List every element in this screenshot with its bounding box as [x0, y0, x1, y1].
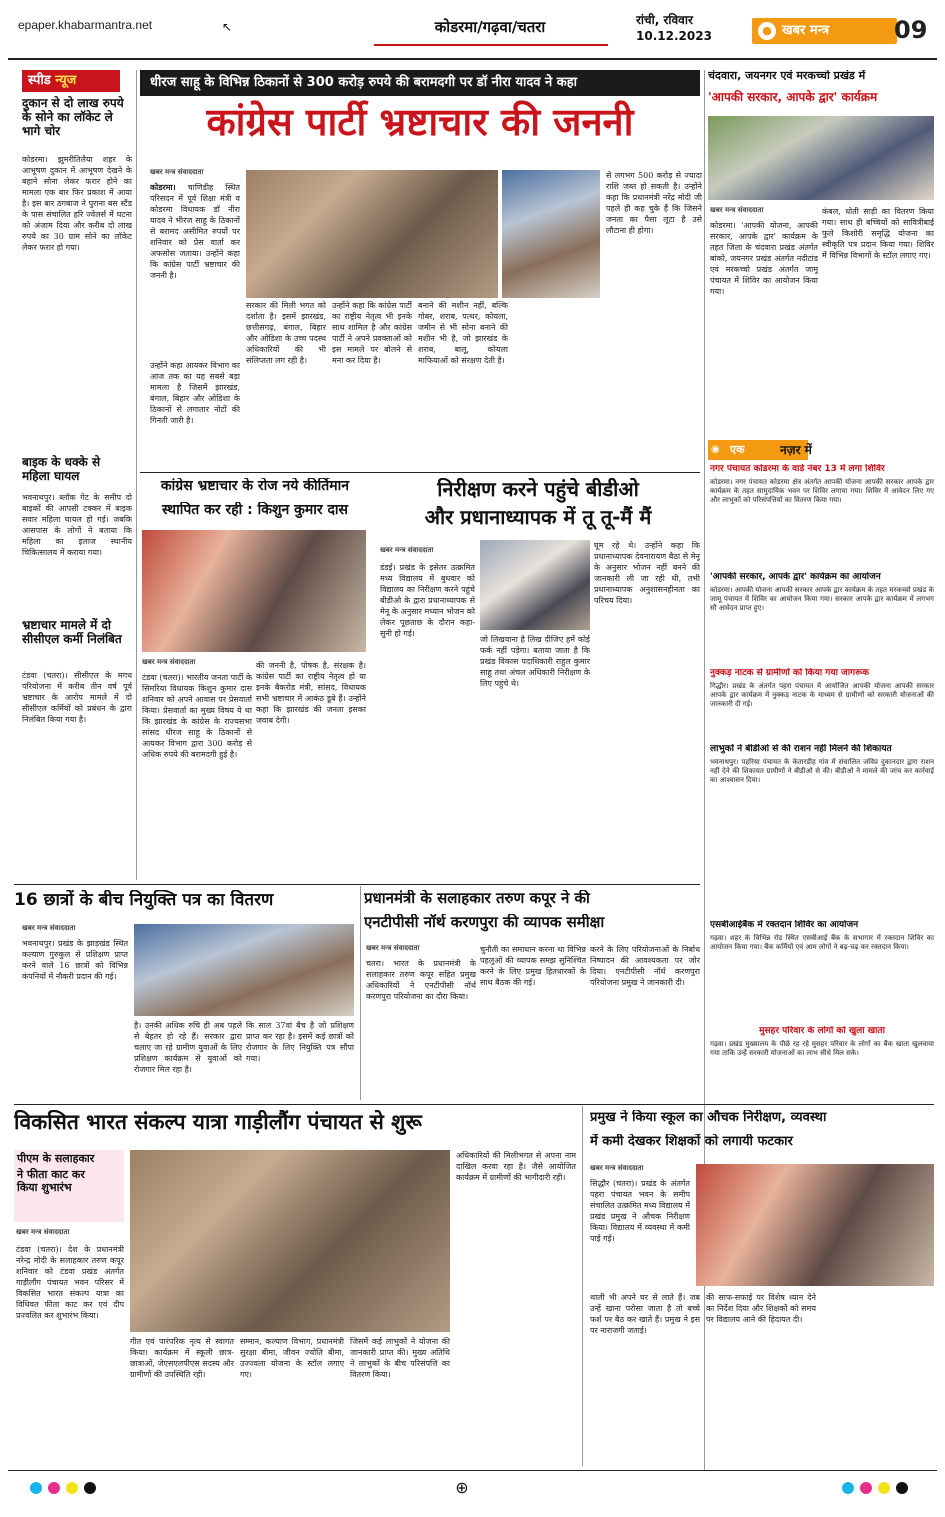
school-headline-line2: में कमी देखकर शिक्षकों को लगायी फटकार: [590, 1134, 793, 1149]
lead-photo-portrait: [502, 170, 600, 298]
registration-dot-yellow-right: [878, 1482, 890, 1494]
congress-photo: [142, 530, 366, 652]
lead-col-3: सरकार की मिली भगत को दर्शाता है। इसमें झारखंड, छत्तीसगढ़, बंगाल, बिहार और ओडिशा के उच्च पदस्थ अधिकारियों की भी संलिप्तता लग रही है।: [246, 301, 326, 365]
column-divider-bottom: [582, 1106, 583, 1466]
nazar-item-3-body: गिद्धौर। प्रखंड के अंतर्गत पहरा पंचायत में आयोजित आपकी योजना आपकी सरकार आपके द्वार कार्यक्रम में नुक्कड़ नाटक के माध्यम से ग्रामीणों को सरकारी योजनाओं की जानकारी दी गई।: [710, 682, 934, 708]
speed-item-1-title: दुकान से दो लाख रुपये के सोने का लॉकेट ले भागे चोर: [22, 96, 124, 139]
viksit-col-5: अधिकारियों की मिलीभगत से अपना नाम दाखिल करवा रहा है। जैसे आयोजित कार्यक्रम में ग्रामीणों की भागीदारी रही।: [456, 1151, 576, 1182]
congress-byline: खबर मन्त्र संवाददाता: [142, 658, 196, 666]
lead-headline: कांग्रेस पार्टी भ्रष्टाचार की जननी: [206, 100, 634, 144]
registration-dot-cyan: [30, 1482, 42, 1494]
school-col-3: की साफ-सफाई पर विशेष ध्यान देने का निर्देश दिया और शिक्षकों को समय पर विद्यालय आने की हिदायत दी।: [706, 1293, 816, 1324]
congress-headline-line2: स्थापित कर रही : किशुन कुमार दास: [161, 502, 349, 518]
viksit-col-3: सम्मान, कल्याण विभाग, प्रधानमंत्री सुरक्षा बीमा, जीवन ज्योति बीमा, उज्ज्वला योजना के स्टॉल लगाए गए।: [240, 1337, 344, 1379]
nazar-item-1-title: नगर पंचायत कोडरमा के वार्ड नंबर 13 में लगा शिविर: [710, 464, 885, 474]
ntpc-headline-line1: प्रधानमंत्री के सलाहकार तरुण कपूर ने की: [364, 890, 590, 907]
nazar-item-1-body: कोडरमा। नगर पंचायत कोडरमा क्षेत्र अंतर्गत आपकी योजना आपकी सरकार आपके द्वार कार्यक्रम के तहत सामुदायिक भवन पर शिविर लगाया गया। शिविर में आवेदन लिए गए और लाभुकों को परिसंपत्तियों का वितरण किया गया।: [710, 478, 934, 504]
nazar-item-2-body: कोडरमा। आपकी योजना आपकी सरकार आपके द्वार कार्यक्रम के तहत मरकच्चो प्रखंड के जामू पंचायत में शिविर का आयोजन किया गया। सरकार आपके द्वार कार्यक्रम में लगभग सौ आवेदन प्राप्त हुए।: [710, 586, 934, 612]
congress-col-1: टंडवा (चतरा)। भारतीय जनता पार्टी के सिमरिया विधायक किशुन कुमार दास शनिवार को अपने आवास पर प्रेसवार्ता किया। प्रेसवार्ता का मुख्य विषय ये था कि झारखंड के कांग्रेस के राज्यसभा सांसद धीरज साहू के ठिकानों से आयकर विभाग द्वारा 300 करोड़ से अधिक रुपये की बरामदगी हुई है।: [142, 673, 252, 759]
letters-col-1: भवनाथपुर। प्रखंड के झाड़खंड स्थित कल्याण गुरुकुल से प्रशिक्षण प्राप्त करने वाले 16 छात्रों को विभिन्न कंपनियों में नौकरी प्रदान की गई।: [22, 939, 128, 981]
viksit-col-2: गीत एवं पारंपरिक नृत्य से स्वागत किया। कार्यक्रम में स्कूली छात्र-छात्राओं, जेएसएलपीएस सदस्य और ग्रामीणों की उपस्थिति रही।: [130, 1337, 234, 1379]
nazar-item-6-title: मुसहर परिवार के लोगों को खुला खाता: [759, 1026, 885, 1036]
header-bottom-rule: [8, 58, 937, 60]
bdo-col-1: डंडई। प्रखंड के इसेतर उत्क्रमित मध्य विद्यालय में बुधवार को विद्यालय का निरीक्षण करने पहुंचे बीडीओ के द्वारा प्रधानाध्यापक से मेनू के अनुसार मध्यान भोजन को लेकर पूछताछ के दौरान कहा-सुनी हो गई।: [380, 563, 475, 638]
nazar-tag-label: नज़र में: [780, 443, 812, 457]
registration-dot-cyan-right: [842, 1482, 854, 1494]
school-col-1: सिद्धौर (चतरा)। प्रखंड के अंतर्गत पहरा पंचायत भवन के समीप संचालित उत्क्रमित मध्य विद्यालय में प्रखंड प्रमुख ने औचक निरीक्षण किया। विद्यालय में व्यवस्था में कमी पाई गई।: [590, 1179, 690, 1243]
right-top-headline-line2: 'आपकी सरकार, आपके द्वार' कार्यक्रम: [708, 90, 878, 104]
registration-crosshair-icon: ⊕: [455, 1478, 469, 1497]
lead-kicker-strip: धीरज साहू के विभिन्न ठिकानों से 300 करोड़ रुपये की बरामदगी पर डॉ नीरा यादव ने कहा: [140, 70, 700, 96]
mid-rule-1: [140, 472, 700, 473]
bdo-headline-line1: निरीक्षण करने पहुंचे बीडीओ: [437, 478, 639, 501]
viksit-col-4: जिसमें कई लाभुकों ने योजना की जानकारी प्राप्त की। मुख्य अतिथि ने लाभुकों के बीच परिसंपत्ति का वितरण किया।: [350, 1337, 450, 1379]
nazar-item-4-body: भवनाथपुर। पहरिया पंचायत के केतारडीह गांव में संचालित जविप्र दुकानदार द्वारा राशन नहीं देने की शिकायत ग्रामीणों ने बीडीओ से की। बीडीओ ने मामले की जांच कर कार्रवाई का आश्वासन दिया।: [710, 758, 934, 784]
lead-col-6: से लगभग 500 करोड़ से ज्यादा राशि जब्त हो सकती है। उन्होंने कहा कि प्रधानमंत्री नरेंद्र मोदी जी पहले ही कह चुके हैं कि जिसने जनता का पैसा लूटा है उसे लौटाना ही होगा।: [606, 171, 702, 235]
viksit-sub-line1: पीएम के सलाहकार: [17, 1152, 95, 1165]
lead-col-1-text: चाणिडीह स्थित परिसदन में पूर्व शिक्षा मंत्री व कोडरमा विधायक डॉ नीरा यादव ने भीरज साहू के ठिकानों से बरामद असीमित रुपयों पर शनिवार को प्रेस वार्ता कर अफसोस जताया। उन्होंने कहा कि कांग्रेस पार्टी भ्रष्टाचार की जननी है।: [150, 183, 240, 280]
column-divider-mid: [360, 886, 361, 1100]
column-divider-left: [136, 70, 137, 880]
speed-tag-word2: न्यूज: [55, 73, 77, 88]
nazar-item-5-body: गढ़वा। शहर के विभिन्न रोड स्थित एसबीआई बैंक के सभागार में रक्तदान शिविर का आयोजन किया गया। बैंक कर्मियों एवं आम लोगों ने बढ़-चढ़ कर रक्तदान किया।: [710, 934, 934, 951]
lead-col-5: बनाने की मशीन नहीं, बल्कि गोबर, शराब, पत्थर, कोयला, जमीन से भी सोना बनाने की मशीन भी है, जो झारखंड के शराब, बालू, कोयला माफियाओं को संरक्षण देती है।: [418, 301, 508, 365]
school-byline: खबर मन्त्र संवाददाता: [590, 1164, 644, 1172]
header-rule: [374, 44, 608, 46]
ntpc-byline: खबर मन्त्र संवाददाता: [366, 944, 420, 952]
bdo-photo: [480, 540, 590, 630]
viksit-photo: [130, 1150, 450, 1332]
speed-news-tag: [22, 70, 120, 92]
ntpc-col-2: चुनौती का समाधान करना था विभिन्न पहलुओं की व्यापक समझ सुनिश्चित करने के लिए प्रमुख हितधारकों के साथ बैठक की गई।: [480, 945, 586, 987]
viksit-byline: खबर मन्त्र संवाददाता: [16, 1228, 70, 1236]
speed-tag-word1: स्पीड: [28, 73, 51, 88]
lead-col-2: उन्होंने कहा आयकर विभाग का आज तक का यह सबसे बड़ा मामला है जिसमें झारखंड, बंगाल, बिहार और ओडिशा के ठिकानों से लगातार नोटों की गिनती जारी है।: [150, 361, 240, 425]
school-photo: [696, 1164, 934, 1286]
nazar-item-6-body: गढ़वा। प्रखंड मुख्यालय के पीछे रह रहे मुसहर परिवार के लोगों का बैंक खाता खुलवाया गया ताकि उन्हें सरकारी योजनाओं का लाभ सीधे मिल सके।: [710, 1040, 934, 1057]
bdo-col-3: घूम रहे थे। उन्होंने कहा कि प्रधानाध्यापक देवनारायण बैठा से मेनू के अनुसार भोजन नहीं बनने की जानकारी ली जा रही थी, तभी प्रधानाध्यापक अनुशासनहीनता का परिचय दिया।: [594, 541, 700, 605]
speed-item-3-body: टंडवा (चतरा)। सीसीएल के मगध परियोजना में करीब तीन वर्ष पूर्व भ्रष्टाचार के आरोप मामले में दो सीसीएल कर्मियों को प्रबंधन के द्वारा निलंबित किया गया है।: [22, 671, 132, 724]
letters-col-2: है। उनकी अधिक रुचि ही अब पहले से बेहतर हो रहे हैं। सरकार द्वारा चलाए जा रहे ग्रामीण युवाओं के लिए प्रशिक्षण कार्यक्रम से युवाओं को रोजगार मिल रहा है।: [134, 1021, 242, 1074]
letters-headline: 16 छात्रों के बीच नियुक्ति पत्र का वितरण: [14, 890, 274, 910]
nazar-item-4-title: लाभुकों ने बीडीओ से की राशन नहीं मिलने की शिकायत: [710, 744, 892, 754]
congress-headline-line1: कांग्रेस भ्रष्टाचार के रोज नये कीर्तिमान: [160, 478, 350, 494]
right-top-col-1: कोडरमा। 'आपकी योजना, आपकी सरकार, आपके द्वार' कार्यक्रम के तहत जिला के चंदवारा प्रखंड अंतर्गत बांको, जयनगर प्रखंड अंतर्गत नदीटांड एवं मरकच्चो प्रखंड अंतर्गत जामू पंचायत में शिविर का आयोजन किया गया।: [710, 221, 818, 296]
section-title: कोडरमा/गढ़वा/चतरा: [434, 18, 546, 36]
right-top-photo: [708, 116, 934, 200]
ntpc-col-1: चतरा। भारत के प्रधानमंत्री के सलाहकार तरुण कपूर सहित प्रमुख अधिकारियों ने एनटीपीसी नॉर्थ करणपुरा परियोजना का दौरा किया।: [366, 959, 476, 1001]
lead-photo: [246, 170, 498, 298]
viksit-col-1: टंडवा (चतरा)। देश के प्रधानमंत्री नरेन्द्र मोदी के सलाहकार तरुण कपूर शनिवार को टंडवा प्रखंड अंतर्गत गाड़ीलौंग पंचायत भवन परिसर में विकसित भारत संकल्प यात्रा का विधिवत फीता काट कर एवं दीप प्रज्वलित कर शुभारंभ किया।: [16, 1245, 124, 1320]
viksit-headline: विकसित भारत संकल्प यात्रा गाड़ीलौंग पंचायत से शुरू: [14, 1110, 422, 1134]
school-col-2: थाली भी अपने घर से लाते हैं। जब उन्हें खाना परोसा जाता है तो बच्चे फर्श पर बैठ कर खाते हैं। प्रमुख ने इस पर नाराजगी जताई।: [590, 1293, 700, 1335]
page-number: 09: [894, 16, 928, 44]
letters-col-3: कि साल 37वां बैच है जो प्रशिक्षण प्राप्त कर रहा है। इसमें कई छात्रों को रोजगार के लिए नियुक्ति पत्र सौंपा गया।: [246, 1021, 354, 1063]
nazar-item-2-title: 'आपकी सरकार, आपके द्वार' कार्यक्रम का आयोजन: [710, 572, 881, 582]
viksit-subhead: [14, 1150, 124, 1222]
registration-dot-magenta-right: [860, 1482, 872, 1494]
right-top-byline: खबर मन्त्र संवाददाता: [710, 206, 764, 214]
nazar-eye-icon: ◉: [711, 444, 720, 455]
congress-col-2: की जननी है, पोषक है, संरक्षक है। कांग्रेस पार्टी का राष्ट्रीय नेतृत्व हो या इनके बैकरोड मंत्री, सांसद, विधायक सभी भ्रष्टाचार में आकंठ डूबे हैं। उन्होंने कहा कि झारखंड की जनता इसका जवाब देगी।: [256, 661, 366, 725]
registration-dot-black: [84, 1482, 96, 1494]
right-top-headline-line1: चंदवारा, जयनगर एवं मरकच्चो प्रखंड में: [708, 70, 866, 82]
speed-item-2-title: बाइक के धक्के से महिला घायल: [22, 455, 101, 484]
bdo-col-2: जो लिखवाना है लिख दीजिए हमें कोई फर्क नहीं पड़ेगा। बताया जाता है कि प्रखंड विकास पदाधिकारी राहुल कुमार साहू तथा अंचल अधिकारी निरीक्षण के लिए पहुंचे थे।: [480, 635, 590, 688]
ntpc-col-3: करने के लिए परियोजनाओं के निर्बाध निष्पादन की आवश्यकता पर जोर दिया। एनटीपीसी नॉर्थ करणपुरा परियोजना प्रमुख ने जानकारी दी।: [590, 945, 700, 987]
registration-dot-black-right: [896, 1482, 908, 1494]
registration-dot-magenta: [48, 1482, 60, 1494]
brand-logo-icon: ●: [758, 22, 776, 40]
bdo-headline-line2: और प्रधानाध्यापक में तू तू-मैं मैं: [424, 506, 652, 529]
brand-label: खबर मन्त्र: [752, 18, 897, 44]
nazar-item-5-title: एसबीआईबैंक में रक्तदान शिविर का आयोजन: [710, 920, 859, 930]
right-top-col-2: कंबल, धोती साड़ी का वितरण किया गया। साथ ही बच्चियों को सावित्रीबाई फुले किशोरी समृद्धि योजना का स्वीकृति पत्र प्रदान किया गया। शिविर में विभिन्न विभागों के स्टॉल लगाए गए।: [822, 207, 934, 260]
registration-dot-yellow: [66, 1482, 78, 1494]
city-day: रांची, रविवार: [636, 13, 693, 27]
ntpc-headline-line2: एनटीपीसी नॉर्थ करणपुरा की व्यापक समीक्षा: [364, 914, 605, 931]
nazar-tag-word1: एक: [730, 443, 745, 456]
letters-byline: खबर मन्त्र संवाददाता: [22, 924, 76, 932]
issue-date: 10.12.2023: [636, 29, 712, 43]
footer-rule: [8, 1470, 937, 1471]
school-headline-line1: प्रमुख ने किया स्कूल का औचक निरीक्षण, व्यवस्था: [590, 1110, 827, 1125]
speed-item-2-body: भवनाथपुर। ब्लॉक गेट के समीप दो बाइकों की आपसी टक्कर में बाइक सवार महिला घायल हो गई। जबकि आसपास के लोगों ने बताया कि महिला का इलाज स्थानीय चिकित्सालय में कराया गया।: [22, 493, 132, 557]
nazar-item-3-title: नुक्कड़ नाटक से ग्रामीणों को किया गया जागरूक: [710, 668, 870, 678]
letters-photo: [134, 924, 354, 1016]
speed-item-3-title: भ्रष्टाचार मामले में दो सीसीएल कर्मी निलंबित: [22, 618, 122, 647]
speed-item-1-body: कोडरमा। झुमरीतिलैया शहर के आभूषण दुकान में आभूषण देखने के बहाने सोना लेकर फरार होने का मामला एक बार फिर प्रकाश में आया है। इस बार ठगबाज ने पुराना बस स्टैंड के पास संचालित हरि ज्वेलर्स में घटना को अंजाम दिया और करीब दो लाख रुपये का 30 ग्राम सोने का लॉकेट लेकर फरार हो गया।: [22, 155, 132, 252]
viksit-sub-line3: किया शुभारंभ: [17, 1180, 72, 1194]
viksit-sub-line2: ने फीता काट कर: [17, 1167, 85, 1181]
mid-rule-3: [14, 1104, 934, 1105]
header-dateline: [636, 12, 732, 50]
lead-dateline: कोडरमा।: [150, 182, 176, 192]
lead-byline: खबर मन्त्र संवाददाता: [150, 168, 204, 176]
lead-col-4: उन्होंने कहा कि कांग्रेस पार्टी का राष्ट्रीय नेतृत्व भी इनके साथ शामिल है और कांग्रेस पार्टी ने अपने प्रवक्ताओं को इस मामले पर बोलने से मना कर दिया है।: [332, 301, 412, 365]
bdo-byline: खबर मन्त्र संवाददाता: [380, 546, 434, 554]
site-url[interactable]: epaper.khabarmantra.net: [18, 18, 153, 32]
mid-rule-2: [14, 884, 700, 885]
cursor-icon: ↖: [222, 20, 233, 34]
